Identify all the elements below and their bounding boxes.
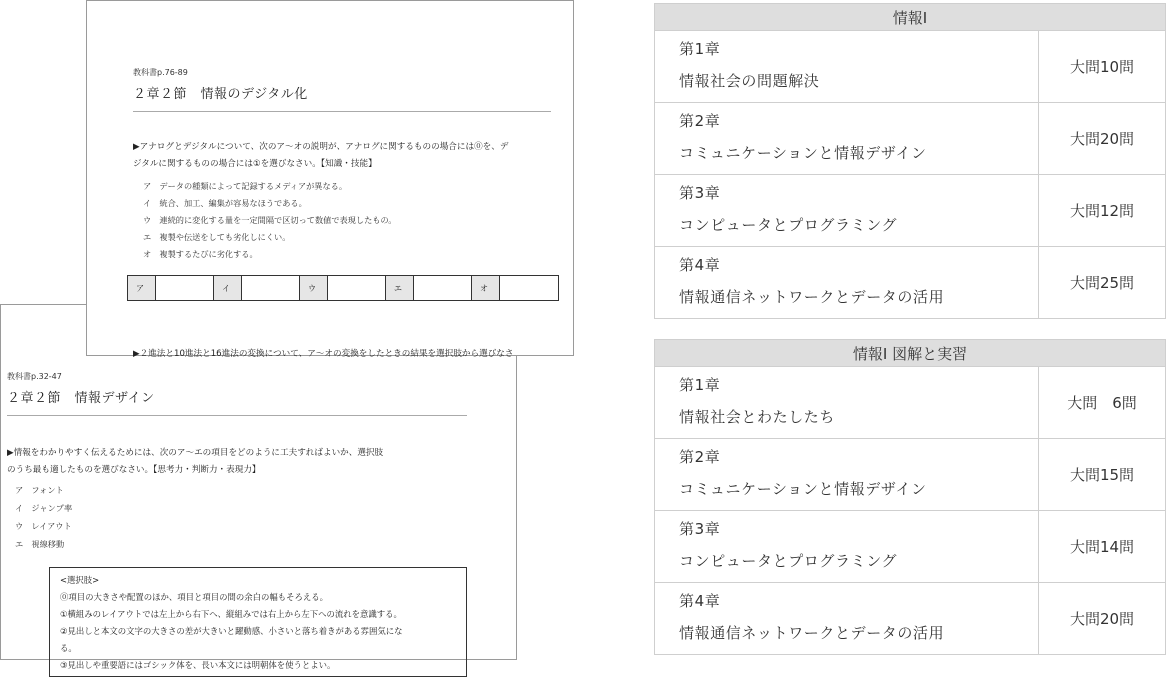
question-text-line1: ▶情報をわかりやすく伝えるためには、次のア～エの項目をどのように工夫すればよいか、選択肢: [7, 448, 384, 458]
table-row: [655, 175, 1166, 247]
question-count: 大問20問: [1039, 103, 1166, 175]
chapter-number: 第4章: [679, 256, 721, 274]
chapter-number: 第3章: [679, 184, 721, 202]
choice-2: ②見出しと本文の文字の大きさの差が大きいと躍動感、小さいと落ち着きがある雰囲気にな: [60, 626, 403, 636]
answer-box-a[interactable]: [156, 276, 214, 300]
worksheet-page-front: [86, 0, 574, 359]
chapter-title: コンピュータとプログラミング: [679, 552, 898, 570]
answer-label-u: ウ: [300, 276, 328, 300]
chapter-number: 第1章: [679, 376, 721, 394]
table-header: 情報Ⅰ 図解と実習: [655, 340, 1166, 367]
chapter-number: 第2章: [679, 448, 721, 466]
table-row: [655, 439, 1166, 511]
table-row: [655, 367, 1166, 439]
chapter-title: 情報社会とわたしたち: [679, 408, 836, 426]
chapter-title: コミュニケーションと情報デザイン: [679, 144, 927, 162]
question-text-line2: ジタルに関するものの場合には①を選びなさい。【知識・技能】: [133, 159, 377, 169]
item-e: エ 複製や伝送をしても劣化しにくい。: [143, 232, 291, 242]
chapter-title: コミュニケーションと情報デザイン: [679, 480, 927, 498]
item-e: エ 視線移動: [15, 539, 65, 549]
choice-0: ⓪項目の大きさや配置のほか、項目と項目の間の余白の幅もそろえる。: [60, 592, 328, 602]
textbook-reference: 教科書p.32-47: [7, 372, 62, 381]
question-count: 大問10問: [1039, 31, 1166, 103]
question-count: 大問 6問: [1039, 367, 1166, 439]
item-a: ア フォント: [15, 485, 64, 495]
table-row: [655, 583, 1166, 655]
answer-box-u[interactable]: [328, 276, 386, 300]
choices-box: [49, 567, 467, 677]
section-title: ２章２節 情報のデジタル化: [133, 87, 308, 102]
answer-box-e[interactable]: [414, 276, 472, 300]
answer-label-i: イ: [214, 276, 242, 300]
answer-label-e: エ: [386, 276, 414, 300]
answer-box-i[interactable]: [242, 276, 300, 300]
answer-label-o: オ: [472, 276, 500, 300]
chapter-number: 第1章: [679, 40, 721, 58]
question-count: 大問15問: [1039, 439, 1166, 511]
answer-label-a: ア: [128, 276, 156, 300]
choices-heading: <選択肢>: [60, 575, 100, 585]
item-u: ウ レイアウト: [15, 521, 72, 531]
item-i: イ 統合、加工、編集が容易なほうである。: [143, 198, 307, 208]
answer-grid: [127, 275, 559, 301]
textbook-reference: 教科書p.76-89: [133, 68, 188, 77]
chapter-number: 第3章: [679, 520, 721, 538]
question-count: 大問12問: [1039, 175, 1166, 247]
answer-box-o[interactable]: [500, 276, 558, 300]
table-row: [655, 31, 1166, 103]
question-text-line1: ▶アナログとデジタルについて、次のア～オの説明が、アナログに関するものの場合には⓪を、デ: [133, 142, 509, 152]
table-row: [655, 247, 1166, 319]
divider: [133, 111, 551, 112]
chapter-number: 第2章: [679, 112, 721, 130]
chapter-title: コンピュータとプログラミング: [679, 216, 898, 234]
choice-3: ③見出しや重要語にはゴシック体を、長い本文には明朝体を使うとよい。: [60, 660, 336, 670]
item-i: イ ジャンプ率: [15, 503, 73, 513]
next-question-text: ▶２進法と10進法と16進法の変換について、ア～オの変換をしたときの結果を選択肢から選びなさ: [133, 349, 514, 359]
question-text-line2: のうち最も適したものを選びなさい。【思考力・判断力・表現力】: [7, 465, 261, 475]
table-row: [655, 511, 1166, 583]
chapter-table-joho1-zukai: [654, 339, 1166, 655]
question-count: 大問25問: [1039, 247, 1166, 319]
item-o: オ 複製するたびに劣化する。: [143, 249, 258, 259]
chapter-title: 情報通信ネットワークとデータの活用: [679, 624, 945, 642]
chapter-title: 情報社会の問題解決: [679, 72, 820, 90]
chapter-table-joho1: [654, 3, 1166, 319]
item-u: ウ 連続的に変化する量を一定間隔で区切って数値で表現したもの。: [143, 215, 397, 225]
table-header: 情報Ⅰ: [655, 4, 1166, 31]
choice-1: ①横組みのレイアウトでは左上から右下へ、縦組みでは右上から左下への流れを意識する。: [60, 609, 402, 619]
question-count: 大問14問: [1039, 511, 1166, 583]
divider: [7, 415, 467, 416]
section-title: ２章２節 情報デザイン: [7, 391, 155, 406]
item-a: ア データの種類によって記録するメディアが異なる。: [143, 181, 348, 191]
table-row: [655, 103, 1166, 175]
question-count: 大問20問: [1039, 583, 1166, 655]
chapter-number: 第4章: [679, 592, 721, 610]
chapter-title: 情報通信ネットワークとデータの活用: [679, 288, 945, 306]
choice-2-cont: る。: [60, 643, 77, 653]
